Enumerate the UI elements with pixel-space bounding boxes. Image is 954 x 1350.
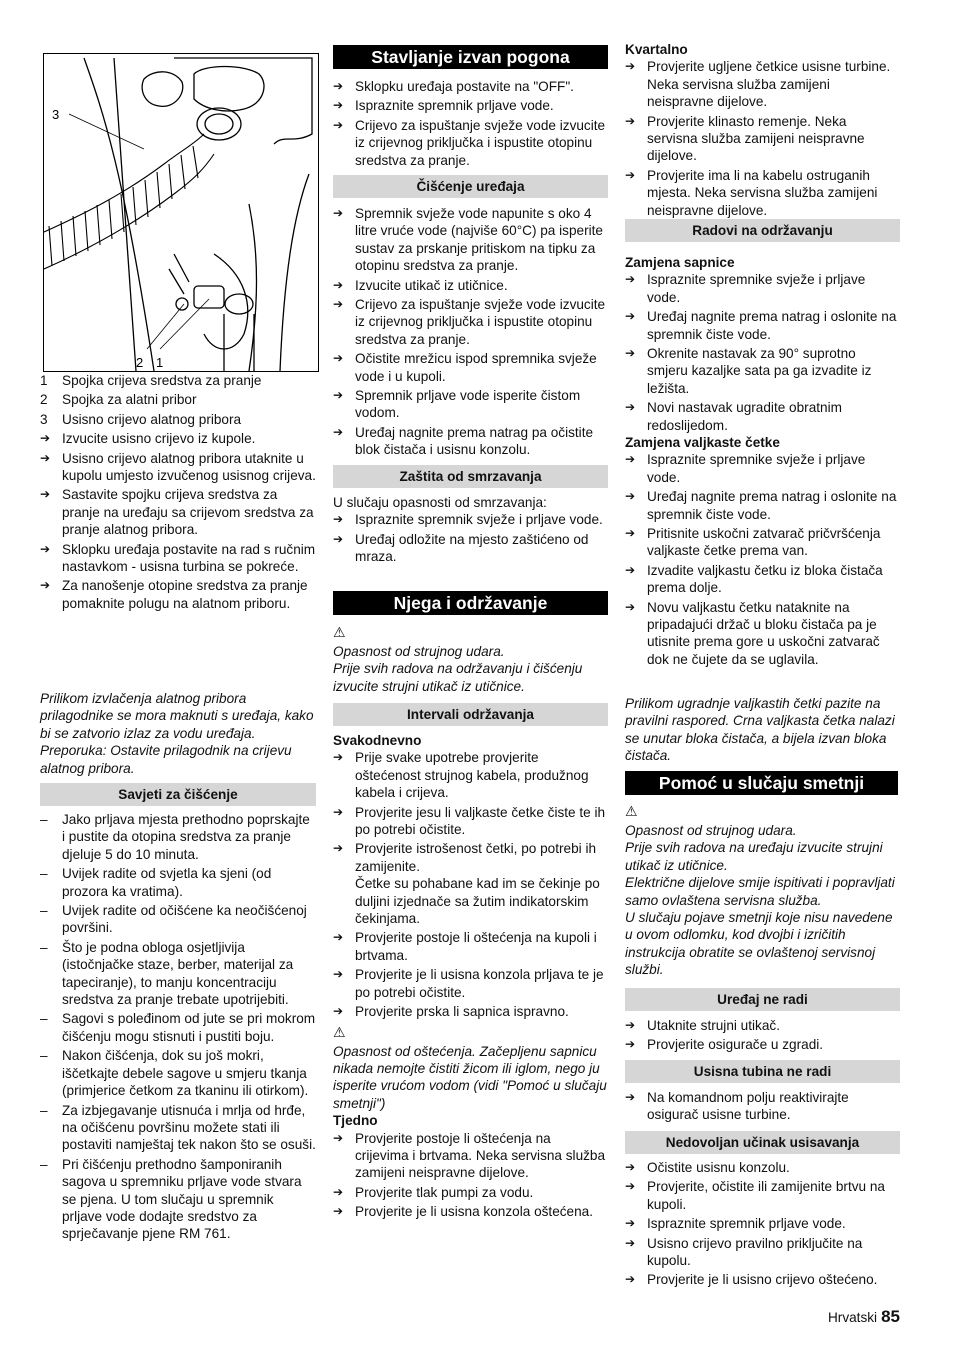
step: ➔ Provjerite je li usisno crijevo oštećeno. [625,1271,900,1288]
heading-device-not-working: Uređaj ne radi [625,988,900,1011]
hose-connection-figure [43,53,319,372]
shutdown-list [333,78,608,171]
brush-note: Prilikom ugradnje valjkastih četki pazite na pravilni raspored. Crna valjkasta četka nalazi se unutar bloka čistača, a bijela izvan bloka čistača. [625,696,895,764]
heading-frost-protection: Zaštita od smrzavanja [333,465,608,488]
tip-item: – Nakon čišćenja, dok su još mokri, iščetkajte debele sagove u smjeru tkanja (primjerice četkom za tkaninu ili otirkom). [40,1047,316,1099]
hose-illustration [44,54,318,371]
callout-1: 1 [156,355,164,370]
brush-section [625,434,900,670]
step: ➔ Sastavite spojku crijeva sredstva za pranje na uređaju sa crijevom sredstva za pranje alatnog pribora. [40,486,316,538]
step: ➔ Novi nastavak ugradite obratnim redoslijedom. [625,399,900,434]
step: ➔ Ispraznite spremnike svježe i prljave vode. [625,271,900,306]
step: ➔ Ispraznite spremnik svježe i prljave vode. [333,511,608,528]
frost-intro: U slučaju opasnosti od smrzavanja: [333,495,547,510]
warning-text: Prije svih radova na održavanju i čišćenju izvucite strujni utikač iz utičnice. [333,661,583,694]
heading-turbine-not-working: Usisna tubina ne radi [625,1060,900,1083]
step: ➔ Crijevo za ispuštanje svježe vode izvucite iz crijevnog priključka i ispustite otopinu sredstva za pranje. [333,117,608,169]
page-footer [828,1308,900,1326]
tip-item: – Pri čišćenju prethodno šamponiranih sagova u spremniku prljave vode stvara se pjena. U tom slučaju u spremnik prljave vode dodajte sredstvo za sprječavanje pjene RM 761. [40,1156,316,1243]
turbine-list [625,1089,900,1126]
step: ➔ Ispraznite spremnike svježe i prljave vode. [625,451,900,486]
step: ➔ Uređaj nagnite prema natrag i oslonite na spremnik čiste vode. [625,308,900,343]
step: ➔ Spremnik svježe vode napunite s oko 4 litre vruće vode (najviše 60°C) pa isperite sustav za prskanje pritiskom na tipku za otopinu sredstva za pranje. [333,205,608,275]
step: ➔ Izvucite utikač iz utičnice. [333,277,608,294]
brush-label: Zamjena valjkaste četke [625,435,780,450]
legend-item: 2 Spojka za alatni pribor [40,392,197,408]
page-number: 85 [881,1307,900,1326]
warning-icon: ⚠ [625,804,638,820]
step: ➔ Provjerite postoje li oštećenja na crijevima i brtvama. Neka servisna služba zamijeni neispravne dijelove. [333,1130,608,1182]
heading-cleaning-tips: Savjeti za čišćenje [40,783,316,806]
step: ➔ Izvucite usisno crijevo iz kupole. [40,430,316,447]
heading-care-maintenance: Njega i održavanje [333,591,608,615]
tip-item: – Za izbjegavanje utisnuća i mrlja od hrđe, na očišćenu površinu možete stati ili postaviti namještaj tek nakon što se osuši. [40,1102,316,1154]
frost-section [333,494,608,568]
step: ➔ Provjerite ima li na kabelu ostruganih mjesta. Neka servisna služba zamijeni neispravne dijelove. [625,167,900,219]
heading-maintenance-work: Radovi na održavanju [625,219,900,242]
step: ➔ Provjerite je li usisna konzola prljava te je po potrebi očistite. [333,966,608,1001]
heading-device-cleaning: Čišćenje uređaja [333,175,608,198]
step: ➔ Izvadite valjkastu četku iz bloka čistača prema dolje. [625,562,900,597]
tip-item: – Što je podna obloga osjetljivija (istočnjačke staze, berber, materijal za tapeciranje), to manju koncentraciju sredstva za pranje trebate upotrijebiti. [40,939,316,1009]
step: ➔ Utaknite strujni utikač. [625,1017,900,1034]
nozzle-warning: Opasnost od oštećenja. Začepljenu sapnicu nikada nemojte čistiti žicom ili iglom, nego ju isperite vrućom vodom (vidi "Pomoć u slučaju smetnji") [333,1043,607,1111]
legend-item: 3 Usisno crijevo alatnog pribora [40,411,242,427]
tip-item: – Uvijek radite od očišćene ka neočišćenoj površini. [40,902,316,937]
step-note: Četke su pohabane kad im se čekinje po duljini izjednače sa žutim indikatorskim čekinjama. [355,876,600,927]
warning-text: Opasnost od strujnog udara. [333,644,505,659]
heading-shutdown: Stavljanje izvan pogona [333,45,608,69]
daily-label: Svakodnevno [333,733,422,748]
step: ➔ Za nanošenje otopine sredstva za pranje pomaknite polugu na alatnom priboru. [40,577,316,612]
step: ➔ Usisno crijevo alatnog pribora utaknite u kupolu umjesto izvučenog usisnog crijeva. [40,450,316,485]
tip-item: – Uvijek radite od svjetla ka sjeni (od prozora ka vratima). [40,865,316,900]
nozzle-section [625,254,900,436]
callout-2: 2 [136,355,144,370]
suction-list [625,1159,900,1291]
weekly-label: Tjedno [333,1113,378,1129]
step: ➔ Sklopku uređaja postavite na "OFF". [333,78,608,95]
warning-icon: ⚠ [333,625,346,641]
step: ➔ Provjerite tlak pumpi za vodu. [333,1184,608,1201]
tip-item: – Jako prljava mjesta prethodno poprskajte i pustite da otopina sredstva za pranje djeluje 5 do 10 minuta. [40,811,316,863]
step: ➔ Provjerite, očistite ili zamijenite brtvu na kupoli. [625,1178,900,1213]
cleaning-list [333,205,608,461]
care-warning [333,623,608,695]
step: ➔ Provjerite prska li sapnica ispravno. [333,1003,608,1020]
heading-troubleshooting: Pomoć u slučaju smetnji [625,771,898,795]
step: ➔ Crijevo za ispuštanje svježe vode izvucite iz crijevnog priključka i ispustite otopinu sredstva za pranje. [333,296,608,348]
step: ➔ Ispraznite spremnik prljave vode. [333,97,608,114]
step: ➔ Uređaj nagnite prema natrag pa očistite blok čistača i usisnu konzolu. [333,424,608,459]
step: ➔ Novu valjkastu četku nataknite na pripadajući držač u bloku čistača pa je utisnite prema gore u uskočni zatvarač dok ne čujete da se uglavila. [625,599,900,669]
step: ➔ Sklopku uređaja postavite na rad s ručnim nastavkom - usisna turbina se pokreće. [40,541,316,576]
step: ➔ Uređaj nagnite prema natrag i oslonite na spremnik čiste vode. [625,488,900,523]
tip-item: – Sagovi s poleđinom od jute se pri mokrom čišćenju mogu stisnuti i pustiti boju. [40,1010,316,1045]
callout-3: 3 [52,107,60,122]
step: ➔ Provjerite ugljene četkice usisne turbine. Neka servisna služba zamijeni neispravne dijelove. [625,58,900,110]
step: ➔ Spremnik prljave vode isperite čistom vodom. [333,387,608,422]
step: ➔ Okrenite nastavak za 90° suprotno smjeru kazaljke sata pa ga izvadite iz ležišta. [625,345,900,397]
legend-item: 1 Spojka crijeva sredstva za pranje [40,373,262,388]
step: ➔ Očistite mrežicu ispod spremnika svježe vode i u kupoli. [333,350,608,385]
nozzle-label: Zamjena sapnice [625,255,735,270]
notwork-list [625,1017,900,1056]
step: ➔ Usisno crijevo pravilno priključite na kupolu. [625,1235,900,1270]
step: ➔ Provjerite jesu li valjkaste četke čiste te ih po potrebi očistite. [333,804,608,839]
warning-text: Opasnost od strujnog udara. Prije svih radova na uređaju izvucite strujni utikač iz utičnice. Električne dijelove smije ispitivati i popravljati samo ovlaštena servisna služba. U slučaju pojave smetnji koje nisu navedene u ovom odlomku, kod dvojbi i izričitih instrukcija obratite se ovlaštenoj servisnoj službi. [625,823,895,978]
heading-maintenance-intervals: Intervali održavanja [333,703,608,726]
step: ➔ Očistite usisnu konzolu. [625,1159,900,1176]
help-warning [625,802,900,979]
footer-language: Hrvatski [827,1310,878,1325]
warning-icon: ⚠ [333,1024,346,1041]
daily-section [333,732,608,1223]
step: ➔ Provjerite istrošenost četki, po potrebi ih zamijenite. [333,840,608,875]
step: ➔ Uređaj odložite na mjesto zaštićeno od mraza. [333,531,608,566]
quarterly-section [625,41,900,221]
step: ➔ Prije svake upotrebe provjerite oštećenost strujnog kabela, produžnog kabela i crijeva. [333,749,608,801]
step: ➔ Ispraznite spremnik prljave vode. [625,1215,900,1232]
step: ➔ Provjerite postoje li oštećenja na kupoli i brtvama. [333,929,608,964]
quarterly-label: Kvartalno [625,42,688,57]
step: ➔ Pritisnite uskočni zatvarač pričvršćenja valjkaste četke prema van. [625,525,900,560]
step: ➔ Provjerite osigurače u zgradi. [625,1036,900,1053]
tips-list [40,811,316,1245]
heading-insufficient-suction: Nedovoljan učinak usisavanja [625,1131,900,1154]
step: ➔ Na komandnom polju reaktivirajte osigurač usisne turbine. [625,1089,900,1124]
step: ➔ Provjerite je li usisna konzola oštećena. [333,1203,608,1220]
adapter-note: Prilikom izvlačenja alatnog pribora prilagodnike se mora maknuti s uređaja, kako bi se zatvorio izlaz za vodu uređaja. Preporuka: Ostavite prilagodnik na crijevu alatnog pribora. [40,691,314,776]
figure-legend [40,372,316,614]
step: ➔ Provjerite klinasto remenje. Neka servisna služba zamijeni neispravne dijelove. [625,113,900,165]
